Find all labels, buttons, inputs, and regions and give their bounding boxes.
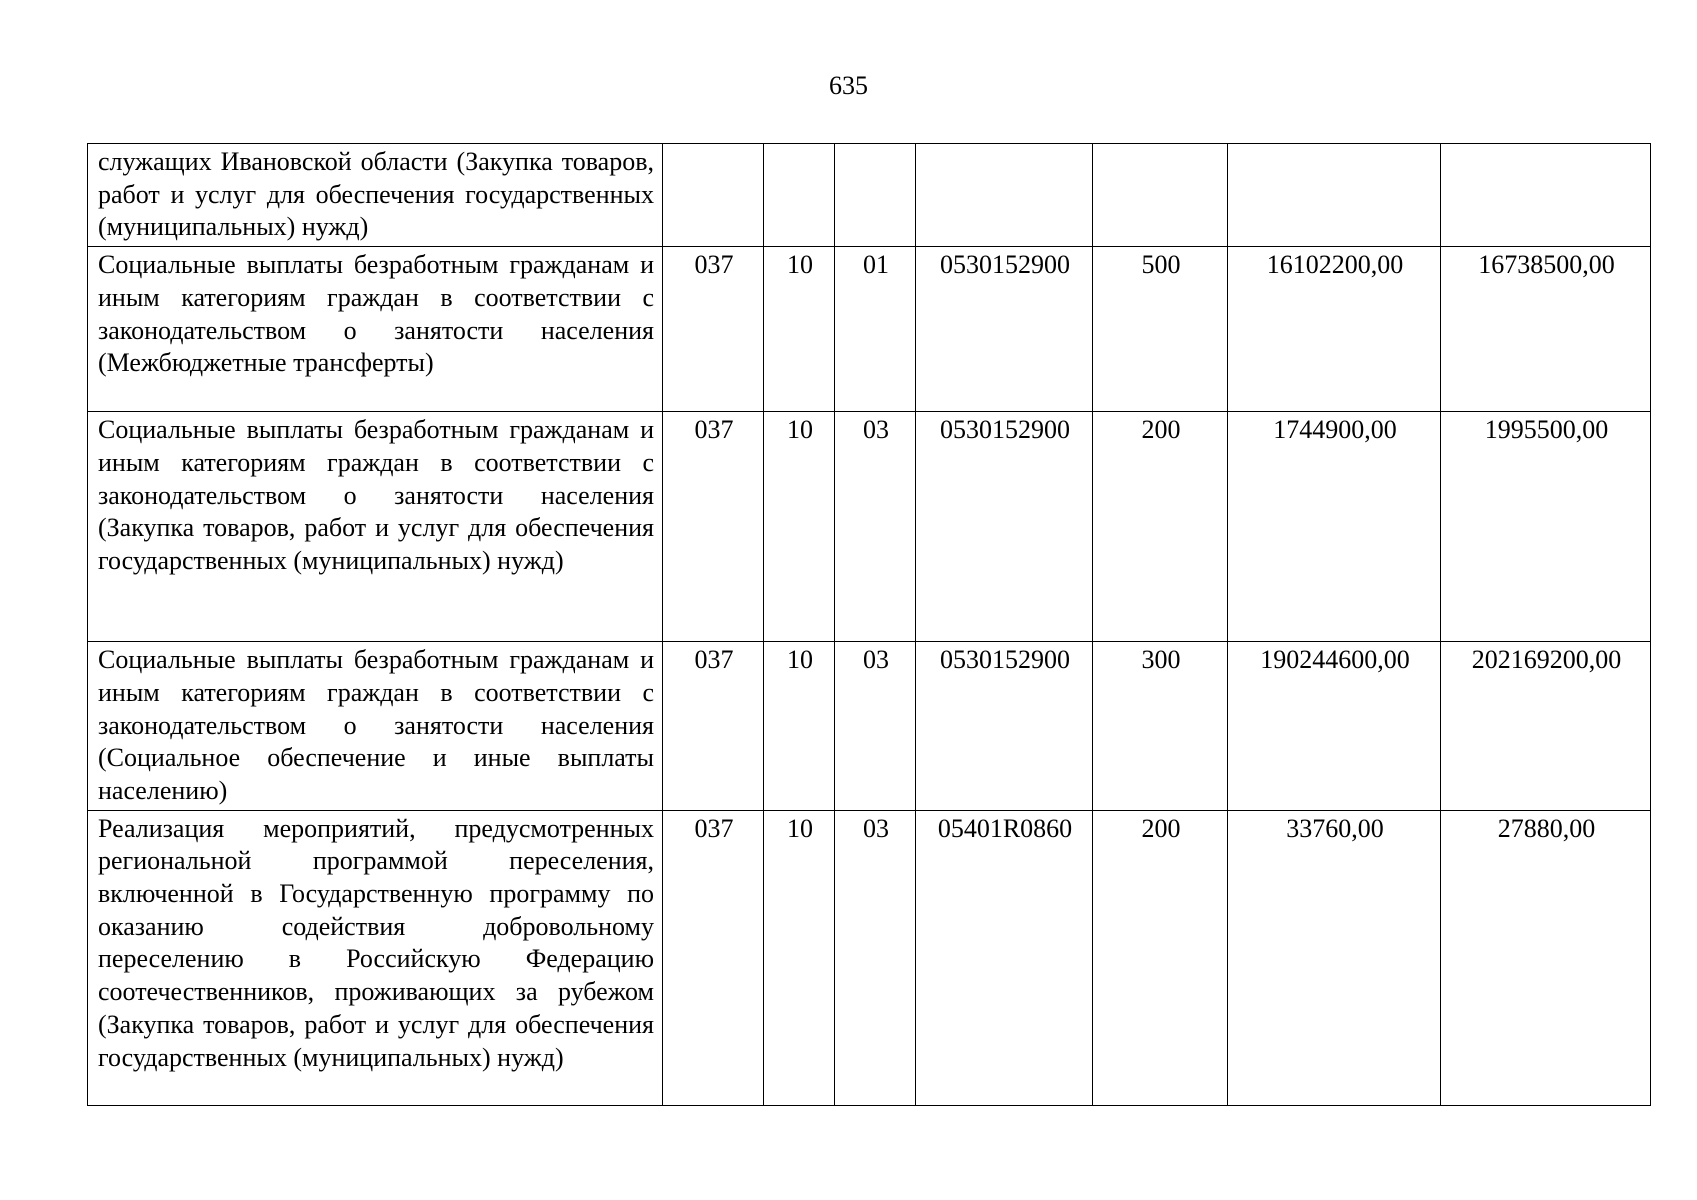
subsection-code: 03	[835, 810, 916, 1105]
expense-type-code: 500	[1093, 247, 1228, 412]
table-row	[88, 642, 1651, 811]
section-code: 10	[764, 412, 835, 642]
table-row	[88, 412, 1651, 642]
target-article-code: 05401R0860	[916, 810, 1093, 1105]
target-article-code: 0530152900	[916, 247, 1093, 412]
table-row	[88, 810, 1651, 1105]
expense-type-code: 200	[1093, 810, 1228, 1105]
amount-1: 1744900,00	[1228, 412, 1441, 642]
subsection-code	[835, 144, 916, 247]
table-row	[88, 247, 1651, 412]
expense-type-code	[1093, 144, 1228, 247]
amount-1: 190244600,00	[1228, 642, 1441, 811]
section-code: 10	[764, 247, 835, 412]
section-code: 10	[764, 810, 835, 1105]
amount-2: 16738500,00	[1441, 247, 1651, 412]
row-description: Социальные выплаты безработным гражданам и иным категориям граждан в соответствии с законодательством о занятости населения (Социальное обеспечение и иные выплаты населению)	[88, 642, 663, 811]
amount-2: 202169200,00	[1441, 642, 1651, 811]
row-description: Социальные выплаты безработным гражданам и иным категориям граждан в соответствии с законодательством о занятости населения (Закупка товаров, работ и услуг для обеспечения государственных (муниципальных) нужд)	[88, 412, 663, 642]
table-row	[88, 144, 1651, 247]
row-description: Социальные выплаты безработным гражданам и иным категориям граждан в соответствии с законодательством о занятости населения (Межбюджетные трансферты)	[88, 247, 663, 412]
row-description: Реализация мероприятий, предусмотренных региональной программой переселения, включенной в Государственную программу по оказанию содействия добровольному переселению в Российскую Федерацию соотечественников, проживающих за рубежом (Закупка товаров, работ и услуг для обеспечения государственных (муниципальных) нужд)	[88, 810, 663, 1105]
ministry-code: 037	[663, 810, 764, 1105]
amount-1	[1228, 144, 1441, 247]
target-article-code: 0530152900	[916, 642, 1093, 811]
expense-type-code: 200	[1093, 412, 1228, 642]
section-code: 10	[764, 642, 835, 811]
subsection-code: 03	[835, 642, 916, 811]
expense-type-code: 300	[1093, 642, 1228, 811]
ministry-code: 037	[663, 412, 764, 642]
subsection-code: 01	[835, 247, 916, 412]
amount-2: 1995500,00	[1441, 412, 1651, 642]
amount-1: 33760,00	[1228, 810, 1441, 1105]
section-code	[764, 144, 835, 247]
subsection-code: 03	[835, 412, 916, 642]
ministry-code: 037	[663, 247, 764, 412]
page-number: 635	[829, 71, 868, 100]
amount-2: 27880,00	[1441, 810, 1651, 1105]
budget-table	[87, 143, 1651, 1106]
ministry-code: 037	[663, 642, 764, 811]
target-article-code: 0530152900	[916, 412, 1093, 642]
target-article-code	[916, 144, 1093, 247]
amount-2	[1441, 144, 1651, 247]
ministry-code	[663, 144, 764, 247]
amount-1: 16102200,00	[1228, 247, 1441, 412]
row-description: служащих Ивановской области (Закупка товаров, работ и услуг для обеспечения государственных (муниципальных) нужд)	[88, 144, 663, 247]
